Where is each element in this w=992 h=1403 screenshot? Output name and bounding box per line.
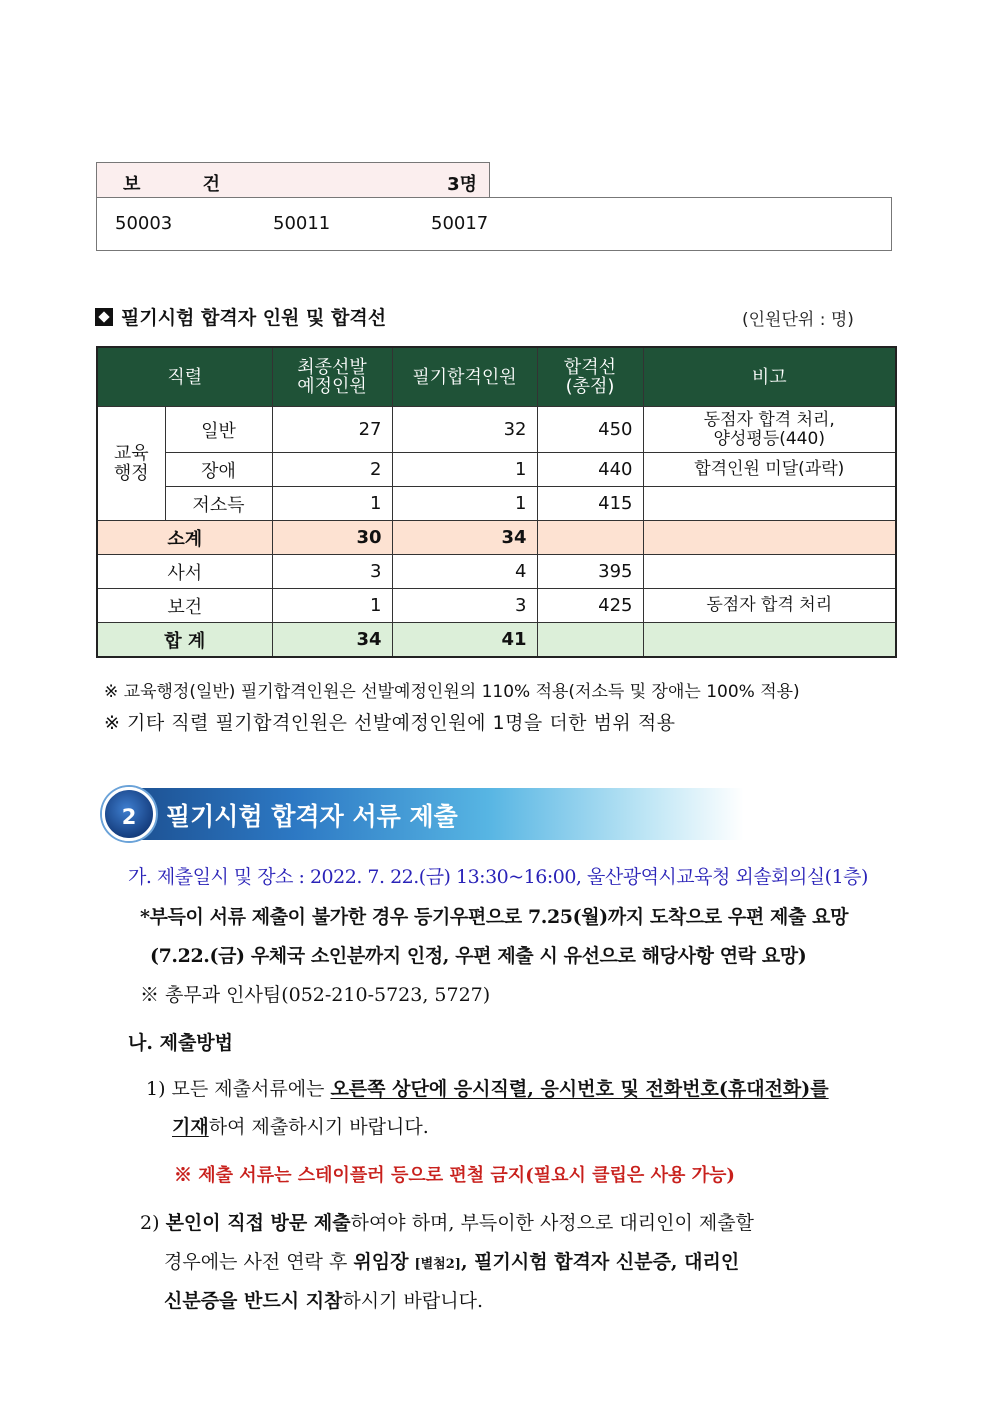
row-name: 사서 [97,555,272,589]
diamond-bullet-icon [95,308,113,326]
row-passed: 41 [392,623,537,658]
attachment-tag: [별첨2] [414,1257,461,1272]
row-cutoff [537,521,643,555]
section-banner-title: 필기시험 합격자 서류 제출 [166,802,458,831]
footnote: ※ 교육행정(일반) 필기합격인원은 선발예정인원의 110% 적용(저소득 및 장애는 100% 적용) [104,682,800,702]
row-passed: 1 [392,453,537,487]
header-series: 직렬 [97,347,272,407]
results-table [96,346,897,658]
candidate-number-list [96,197,892,251]
stapler-warning: ※ 제출 서류는 스테이플러 등으로 편철 금지(필요시 클립은 사용 가능) [174,1165,735,1186]
row-name: 저소득 [165,487,272,521]
row-cutoff: 395 [537,555,643,589]
section-number-badge: 2 [102,787,156,841]
footnote: ※ 기타 직렬 필기합격인원은 선발예정인원에 1명을 더한 범위 적용 [104,712,676,734]
table-row [97,487,896,521]
method-item-1-cont: 기재하여 제출하시기 바랍니다. [172,1116,429,1138]
row-cutoff: 450 [537,407,643,453]
mail-note-line2: (7.22.(금) 우체국 소인분까지 인정, 우편 제출 시 유선으로 해당사항 연락 요망) [150,945,807,967]
table-header-row [97,347,896,407]
row-planned: 2 [272,453,392,487]
row-note [643,487,896,521]
method-item-2: 2) 본인이 직접 방문 제출하여야 하며, 부득이한 사정으로 대리인이 제출할 [140,1212,754,1234]
header-cutoff: 합격선 (총점) [537,347,643,407]
table-row [97,453,896,487]
row-note [643,521,896,555]
method-item-2-cont: 경우에는 사전 연락 후 위임장 [별첨2], 필기시험 합격자 신분증, 대리인 [164,1251,740,1273]
submission-datetime: 가. 제출일시 및 장소 : 2022. 7. 22.(금) 13:30~16:00, 울산광역시교육청 외솔회의실(1층) [128,866,868,888]
category-count: 3명 [447,174,477,195]
row-note [643,555,896,589]
section-title [95,303,386,330]
row-planned: 1 [272,589,392,623]
row-cutoff: 425 [537,589,643,623]
category-label: 보 건 [123,174,249,195]
row-planned: 3 [272,555,392,589]
subtotal-row [97,521,896,555]
header-planned: 최종선발 예정인원 [272,347,392,407]
mail-note-line1: *부득이 서류 제출이 불가한 경우 등기우편으로 7.25(월)까지 도착으로 우편 제출 요망 [140,906,849,928]
method-item-1: 1) 모든 제출서류에는 오른쪽 상단에 응시직렬, 응시번호 및 전화번호(휴대전화)를 [146,1078,829,1100]
row-passed: 4 [392,555,537,589]
row-name: 일반 [165,407,272,453]
row-planned: 27 [272,407,392,453]
row-planned: 34 [272,623,392,658]
row-cutoff [537,623,643,658]
row-name: 소계 [97,521,272,555]
candidate-number: 50011 [273,213,331,234]
table-row [97,555,896,589]
candidate-number: 50003 [115,213,173,234]
row-name: 장애 [165,453,272,487]
row-passed: 3 [392,589,537,623]
row-planned: 30 [272,521,392,555]
row-planned: 1 [272,487,392,521]
method-item-2-cont2: 신분증을 반드시 지참하시기 바랍니다. [164,1290,483,1312]
section-title-text: 필기시험 합격자 인원 및 합격선 [121,307,387,329]
row-note: 동점자 합격 처리, 양성평등(440) [643,407,896,453]
row-cutoff: 440 [537,453,643,487]
row-cutoff: 415 [537,487,643,521]
total-row [97,623,896,658]
category-header [96,162,490,198]
row-note: 동점자 합격 처리 [643,589,896,623]
row-name: 보건 [97,589,272,623]
group-label: 교육 행정 [97,407,165,521]
row-note: 합격인원 미달(과락) [643,453,896,487]
method-heading: 나. 제출방법 [128,1032,233,1054]
row-name: 합 계 [97,623,272,658]
row-passed: 1 [392,487,537,521]
candidate-number: 50017 [431,213,489,234]
contact-info: ※ 총무과 인사팀(052-210-5723, 5727) [140,984,491,1006]
table-row [97,407,896,453]
header-note: 비고 [643,347,896,407]
table-row [97,589,896,623]
row-note [643,623,896,658]
row-passed: 34 [392,521,537,555]
row-passed: 32 [392,407,537,453]
unit-label: (인원단위 : 명) [742,310,854,330]
underlined-instruction: 오른쪽 상단에 응시직렬, 응시번호 및 전화번호(휴대전화)를 [330,1078,829,1100]
header-passed: 필기합격인원 [392,347,537,407]
